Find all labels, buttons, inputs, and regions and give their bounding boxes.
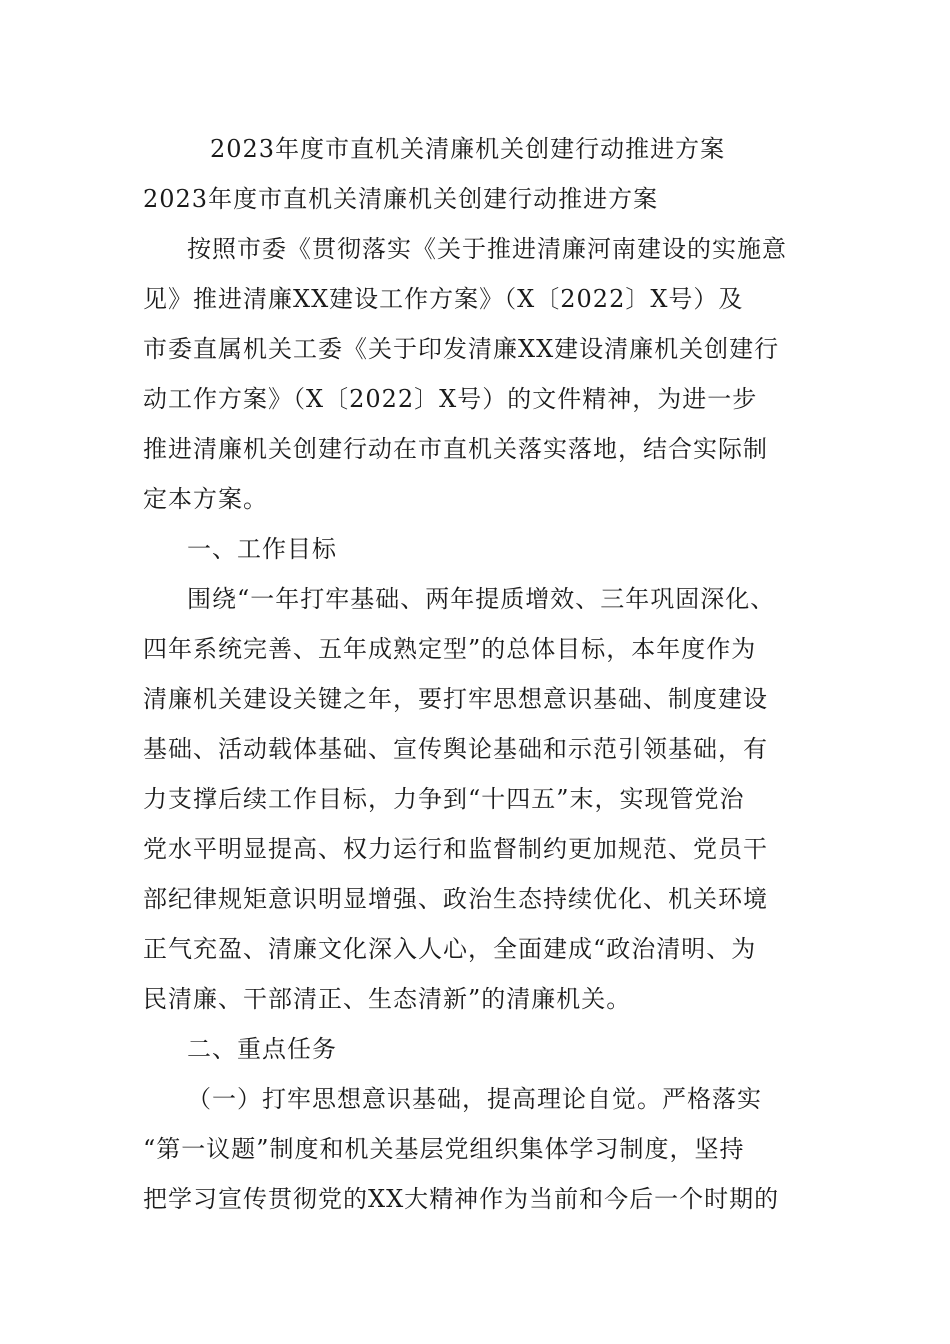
paragraph-line: 按照市委《贯彻落实《关于推进清廉河南建设的实施意 [187, 235, 787, 263]
paragraph-line: 民清廉、干部清正、生态清新”的清廉机关。 [143, 985, 632, 1013]
paragraph-line: 动工作方案》（X〔2022〕X号）的文件精神，为进一步 [143, 385, 758, 413]
paragraph-line: 党水平明显提高、权力运行和监督制约更加规范、党员干 [143, 835, 768, 863]
paragraph-line: 推进清廉机关创建行动在市直机关落实落地，结合实际制 [143, 435, 768, 463]
paragraph-line: （一）打牢思想意识基础，提高理论自觉。严格落实 [187, 1085, 762, 1113]
paragraph-line: 部纪律规矩意识明显增强、政治生态持续优化、机关环境 [143, 885, 768, 913]
paragraph-line: 定本方案。 [143, 485, 268, 513]
paragraph-line: 见》推进清廉XX建设工作方案》（X〔2022〕X号）及 [143, 285, 744, 313]
section-heading: 二、重点任务 [187, 1035, 337, 1063]
paragraph-line: 基础、活动载体基础、宣传舆论基础和示范引领基础，有 [143, 735, 768, 763]
paragraph-line: “第一议题”制度和机关基层党组织集体学习制度，坚持 [143, 1135, 745, 1163]
document-title: 2023年度市直机关清廉机关创建行动推进方案 [210, 135, 726, 163]
paragraph-line: 把学习宣传贯彻党的XX大精神作为当前和今后一个时期的 [143, 1185, 780, 1213]
paragraph-line: 力支撑后续工作目标，力争到“十四五”末，实现管党治 [143, 785, 745, 813]
paragraph-line: 四年系统完善、五年成熟定型”的总体目标，本年度作为 [143, 635, 757, 663]
paragraph-line: 清廉机关建设关键之年，要打牢思想意识基础、制度建设 [143, 685, 768, 713]
section-heading: 一、工作目标 [187, 535, 337, 563]
paragraph-line: 市委直属机关工委《关于印发清廉XX建设清廉机关创建行 [143, 335, 780, 363]
paragraph-line: 正气充盈、清廉文化深入人心，全面建成“政治清明、为 [143, 935, 757, 963]
document-subtitle: 2023年度市直机关清廉机关创建行动推进方案 [143, 185, 659, 213]
paragraph-line: 围绕“一年打牢基础、两年提质增效、三年巩固深化、 [187, 585, 776, 613]
